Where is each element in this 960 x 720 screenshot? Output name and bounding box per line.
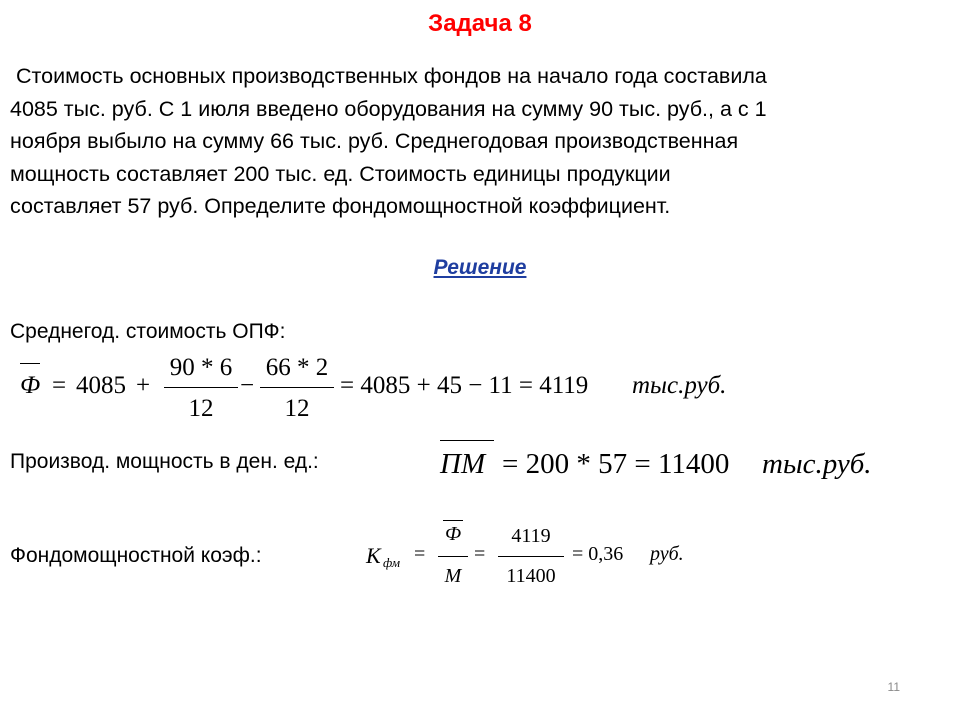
formula-average-cost bbox=[0, 350, 960, 430]
problem-line: ноября выбыло на сумму 66 тыс. руб. Среднегодовая производственная bbox=[10, 129, 739, 153]
problem-statement bbox=[10, 60, 960, 223]
capacity-expression: = 200 * 57 = 11400 bbox=[502, 448, 730, 480]
overline-bar bbox=[443, 520, 463, 521]
slide-title: Задача 8 bbox=[428, 10, 532, 37]
unit-label: руб. bbox=[650, 543, 684, 565]
unit-label: тыс.руб. bbox=[762, 448, 872, 480]
frac2-bar bbox=[498, 556, 564, 557]
plus-sign: + bbox=[136, 372, 151, 399]
formula-capacity bbox=[0, 432, 960, 492]
overline-bar bbox=[440, 440, 494, 441]
frac1-numerator: 90 * 6 bbox=[169, 354, 233, 381]
frac2-denominator: 12 bbox=[284, 395, 310, 422]
equals-sign: = bbox=[414, 543, 426, 565]
frac-denominator-m: М bbox=[444, 565, 462, 587]
symbol-k-subscript: фм bbox=[383, 555, 401, 570]
step1-label: Среднегод. стоимость ОПФ: bbox=[10, 320, 286, 343]
solution-heading: Решение bbox=[433, 256, 527, 279]
coefficient-result: = 0,36 bbox=[572, 543, 624, 565]
symbol-k: К bbox=[366, 543, 381, 568]
frac2-bar bbox=[260, 387, 334, 388]
problem-line: 4085 тыс. руб. С 1 июля введено оборудования на сумму 90 тыс. руб., а с 1 bbox=[10, 96, 767, 121]
base-value: 4085 bbox=[76, 372, 126, 399]
formula-coefficient bbox=[0, 515, 960, 595]
frac-bar bbox=[438, 556, 468, 557]
problem-line: Стоимость основных производственных фондов на начало года составила bbox=[10, 64, 767, 88]
frac-numerator-phi: Ф bbox=[444, 523, 462, 545]
equals-sign: = bbox=[474, 543, 486, 565]
frac2-numerator: 4119 bbox=[511, 525, 551, 547]
result-expression: = 4085 + 45 − 11 = 4119 bbox=[340, 372, 589, 399]
equals-sign: = bbox=[52, 372, 67, 399]
frac1-denominator: 12 bbox=[188, 395, 214, 422]
step3-label: Фондомощностной коэф.: bbox=[10, 544, 262, 567]
symbol-phi: Ф bbox=[20, 372, 41, 399]
frac2-numerator: 66 * 2 bbox=[265, 354, 329, 381]
overline-bar bbox=[20, 363, 40, 364]
unit-label: тыс.руб. bbox=[632, 372, 727, 399]
problem-line: мощность составляет 200 тыс. ед. Стоимость единицы продукции bbox=[10, 161, 671, 186]
page-number: 11 bbox=[887, 680, 900, 694]
minus-sign: − bbox=[240, 372, 255, 399]
frac1-bar bbox=[164, 387, 238, 388]
problem-line: составляет 57 руб. Определите фондомощностной коэффициент. bbox=[10, 194, 671, 218]
frac2-denominator: 11400 bbox=[506, 565, 556, 587]
step2-label: Производ. мощность в ден. ед.: bbox=[10, 450, 319, 473]
symbol-pm: ПМ bbox=[440, 448, 486, 480]
